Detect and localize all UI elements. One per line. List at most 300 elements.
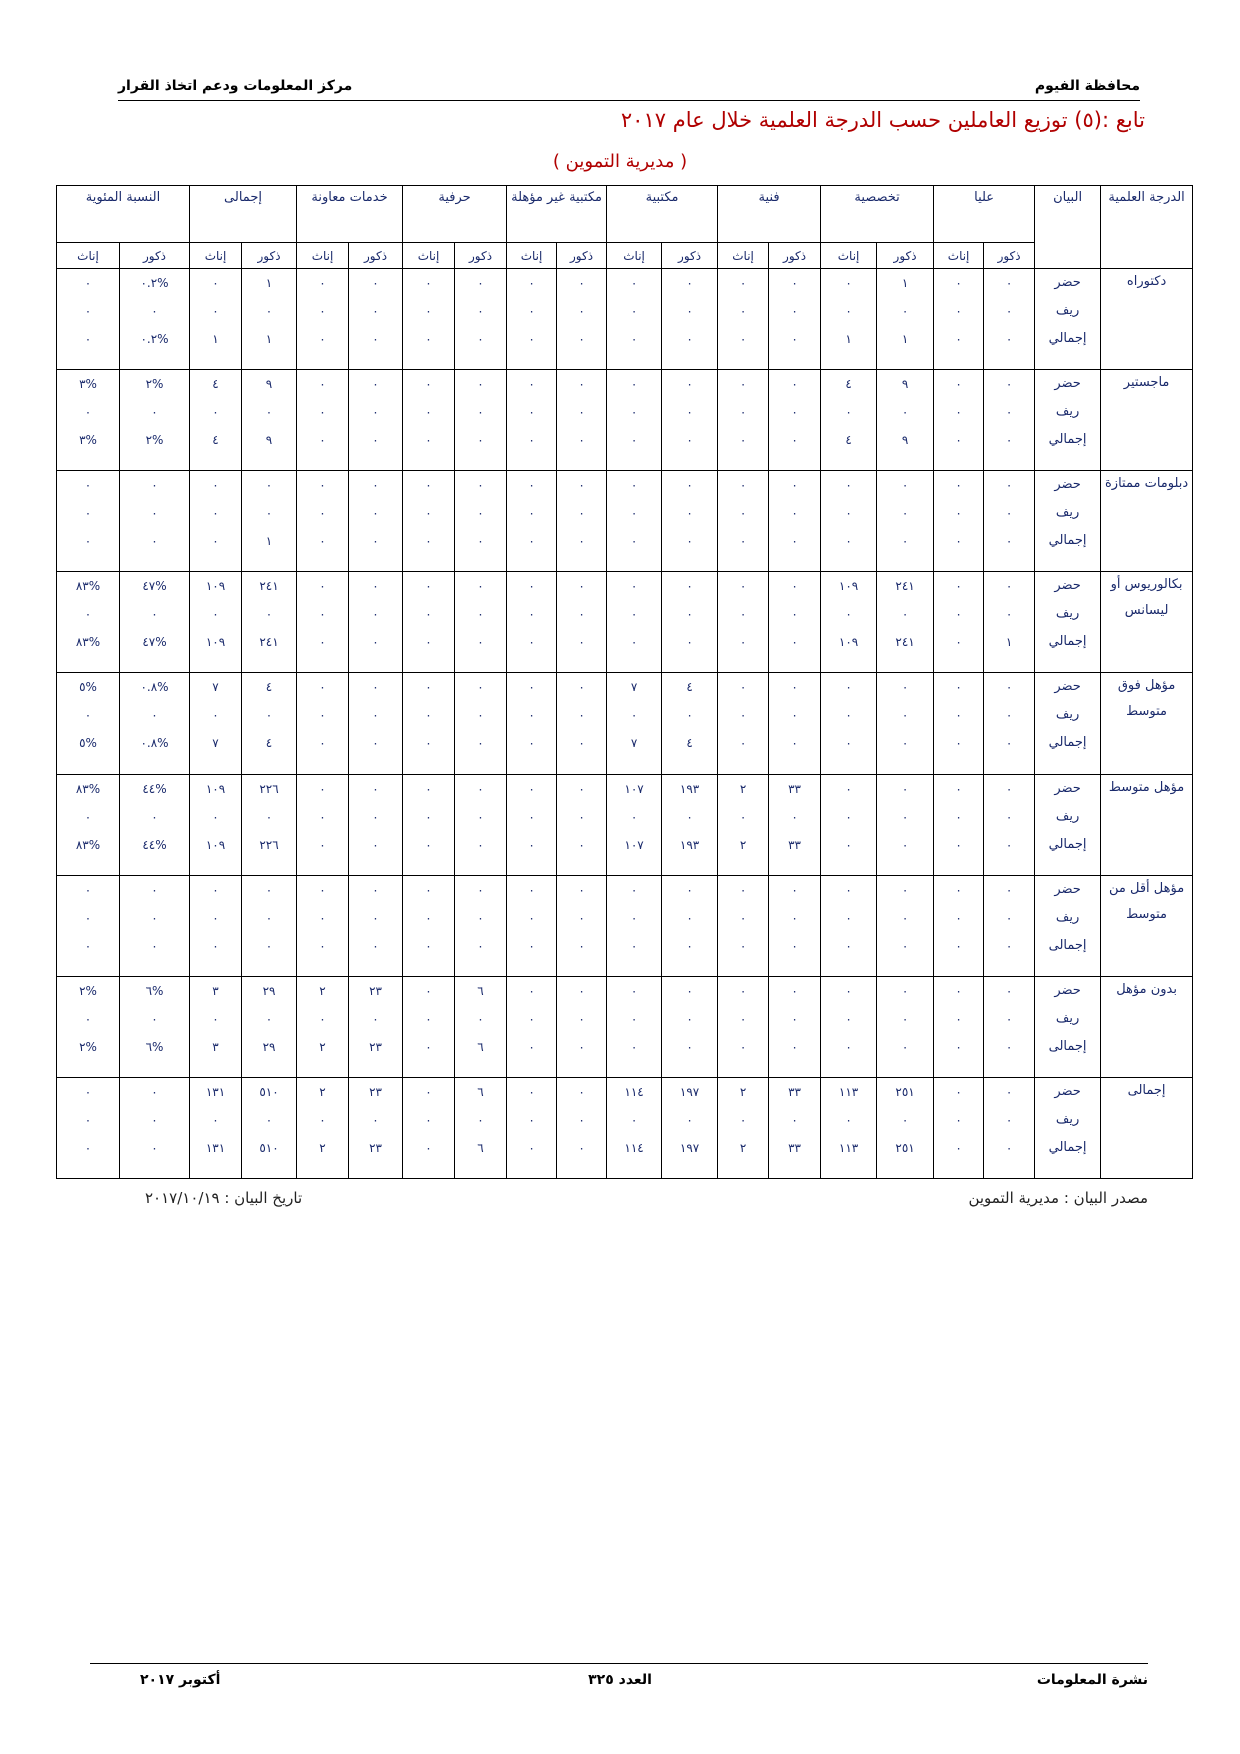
cell-value: ٠ [528, 377, 535, 392]
cell-value: ٠ [528, 809, 535, 824]
value-cell [769, 572, 821, 673]
cell-value: ٠ [84, 478, 92, 493]
cell-value: ٠ [686, 983, 693, 998]
cell-value: ٠ [1005, 405, 1013, 420]
cell-value: ٠ [477, 506, 484, 521]
cell-value: ٠ [1005, 809, 1013, 824]
cell-value: ٠ [425, 377, 432, 392]
cell-value: ٠ [630, 478, 638, 493]
cell-value: ٠ [319, 809, 326, 824]
cell-value: ٠ [425, 1140, 432, 1155]
row-label: حضر [1054, 679, 1081, 695]
cell-value: ٠ [845, 837, 852, 852]
value-cell [455, 471, 507, 572]
header-group: حرفية [403, 186, 507, 243]
cell-value: ٠ [578, 983, 585, 998]
value-cell [455, 370, 507, 471]
cell-value: ٠ [265, 1112, 273, 1127]
cell-value: ٠ [791, 736, 798, 751]
cell-value: ٩ [901, 377, 909, 392]
cell-value: ٦ [477, 1140, 484, 1155]
value-cell [718, 774, 769, 875]
cell-value: ٠ [372, 736, 379, 751]
cell-value: %٦ [145, 983, 164, 998]
cell-value: ٠ [372, 910, 379, 925]
cell-value: ٠ [528, 607, 535, 622]
cell-value: ٠ [901, 1011, 909, 1026]
value-cell [297, 370, 349, 471]
cell-value: ٠ [319, 708, 326, 723]
cell-value: ٠ [739, 910, 747, 925]
cell-value: ٠ [901, 983, 909, 998]
cell-value: ٠ [578, 809, 585, 824]
value-cell [57, 471, 120, 572]
cell-value: ٠ [425, 680, 432, 695]
value-cell [507, 1077, 557, 1178]
cell-value: ٠ [955, 478, 962, 493]
cell-value: ٠ [578, 736, 585, 751]
value-cell [821, 1077, 877, 1178]
cell-value: ١٠٩ [205, 837, 226, 852]
cell-value: ٢٤١ [259, 635, 279, 650]
cell-value: ٠ [372, 781, 379, 796]
cell-value: ٠ [372, 332, 379, 346]
value-cell [984, 875, 1035, 976]
cell-value: ٠ [955, 377, 962, 392]
cell-value: ٠ [686, 1039, 693, 1054]
row-label: حضر [1054, 1083, 1081, 1099]
row-label: إجمالي [1048, 432, 1087, 448]
cell-value: ٠ [528, 304, 535, 318]
cell-value: ٠ [212, 708, 219, 723]
header-group: تخصصية [821, 186, 934, 243]
value-cell [662, 1077, 718, 1178]
cell-value: ٠ [1005, 680, 1013, 695]
cell-value: ٠ [477, 579, 484, 594]
value-cell [403, 1077, 455, 1178]
value-cell [507, 471, 557, 572]
cell-value: ٠ [578, 1011, 585, 1026]
cell-value: ٠ [528, 534, 535, 549]
cell-value: ٠ [845, 1039, 852, 1054]
value-cell [557, 471, 607, 572]
cell-value: ٠ [955, 708, 962, 723]
cell-value: ٠ [686, 809, 693, 824]
cell-value: ٠ [319, 607, 326, 622]
cell-value: ٠ [578, 1112, 585, 1127]
cell-value: ٠ [265, 882, 273, 897]
cell-value: ٠ [528, 1084, 535, 1099]
value-cell [607, 1077, 662, 1178]
cell-value: ٠ [372, 304, 379, 318]
cell-value: ٠ [528, 882, 535, 897]
cell-value: %٨٣ [75, 579, 101, 594]
value-cell [57, 774, 120, 875]
cell-value: %٠.٨ [140, 736, 169, 751]
cell-value: ٠ [528, 910, 535, 925]
cell-value: ٠ [212, 882, 219, 897]
cell-value: %٠.٨ [140, 680, 169, 695]
cell-value: ٠ [1005, 1011, 1013, 1026]
cell-value: ٠ [901, 837, 909, 852]
degree-cell: بدون مؤهل [1101, 976, 1193, 1077]
value-cell [190, 572, 242, 673]
bulletin-name: نشرة المعلومات [1036, 1672, 1148, 1688]
table-row [57, 976, 1193, 1077]
cell-value: ٠ [739, 433, 747, 448]
cell-value: ٠ [528, 1112, 535, 1127]
value-cell [718, 370, 769, 471]
cell-value: ٠ [151, 910, 158, 925]
row-label: حضر [1054, 376, 1081, 392]
cell-value: ٠ [901, 809, 909, 824]
cell-value: ٠ [265, 809, 273, 824]
sub-header-female: إناث [607, 243, 662, 269]
sub-header-female: إناث [190, 243, 242, 269]
cell-value: ٠ [477, 837, 484, 852]
cell-value: ٢ [739, 1084, 747, 1099]
cell-value: ٠ [630, 635, 638, 650]
cell-value: ٠ [1005, 983, 1013, 998]
cell-value: ١٩٣ [679, 781, 700, 796]
cell-value: ٠ [686, 506, 693, 521]
row-label: ريف [1055, 404, 1080, 420]
value-cell [662, 673, 718, 774]
value-cell [934, 1077, 984, 1178]
value-cell [821, 269, 877, 370]
cell-value: ٠ [845, 809, 852, 824]
degree-cell: إجمالى [1101, 1077, 1193, 1178]
cell-value: ٠ [578, 781, 585, 796]
issue-date: أكتوبر ٢٠١٧ [140, 1672, 221, 1688]
cell-value: ٦ [477, 1039, 484, 1054]
cell-value: ٠ [84, 304, 92, 318]
cell-value: ١ [265, 534, 273, 549]
cell-value: ٠ [845, 910, 852, 925]
value-cell [821, 875, 877, 976]
cell-value: ٠ [151, 534, 158, 549]
cell-value: ٠ [1005, 938, 1013, 953]
cell-value: ٦ [477, 1084, 484, 1099]
value-cell [557, 673, 607, 774]
cell-value: ٠ [791, 478, 798, 493]
cell-value: ٠ [477, 377, 484, 392]
cell-value: ٠ [477, 607, 484, 622]
cell-value: ٠ [791, 506, 798, 521]
cell-value: ٠ [528, 1140, 535, 1155]
value-cell [403, 370, 455, 471]
cell-value: ٠ [739, 579, 747, 594]
cell-value: ٠ [739, 478, 747, 493]
cell-value: ٠ [372, 938, 379, 953]
value-cell [120, 976, 190, 1077]
cell-value: ٠ [319, 304, 326, 318]
degree-cell: دبلومات ممتازة [1101, 471, 1193, 572]
cell-value: ١٠٩ [838, 635, 859, 650]
cell-value: ٠ [319, 276, 326, 290]
cell-value: ٠ [955, 405, 962, 420]
cell-value: ٥١٠ [259, 1140, 279, 1155]
value-cell [769, 774, 821, 875]
row-labels-cell [1035, 673, 1101, 774]
table-sub-header [57, 243, 1193, 269]
cell-value: ٠ [151, 1112, 158, 1127]
cell-value: ٠ [319, 635, 326, 650]
value-cell [821, 370, 877, 471]
row-label: إجمالي [1048, 634, 1087, 650]
cell-value: ٠ [84, 882, 92, 897]
cell-value: ١١٣ [838, 1140, 859, 1155]
value-cell [57, 1077, 120, 1178]
cell-value: ٠ [955, 1140, 962, 1155]
value-cell [507, 370, 557, 471]
cell-value: ٠ [630, 534, 638, 549]
degree-cell: دكتوراه [1101, 269, 1193, 370]
value-cell [242, 269, 297, 370]
value-cell [821, 976, 877, 1077]
value-cell [607, 269, 662, 370]
cell-value: ٧ [212, 680, 219, 695]
cell-value: ٠ [845, 781, 852, 796]
cell-value: ٠ [791, 635, 798, 650]
cell-value: ٠ [578, 506, 585, 521]
cell-value: ٠ [901, 938, 909, 953]
cell-value: ٠ [955, 1112, 962, 1127]
cell-value: ٠ [265, 478, 273, 493]
cell-value: ٠ [901, 736, 909, 751]
value-cell [662, 976, 718, 1077]
cell-value: ٠ [739, 938, 747, 953]
cell-value: ١ [1005, 635, 1013, 650]
cell-value: ٠ [1005, 1112, 1013, 1127]
value-cell [821, 774, 877, 875]
value-cell [877, 1077, 934, 1178]
cell-value: ٠ [630, 433, 638, 448]
data-source: مصدر البيان : مديرية التموين [968, 1189, 1148, 1207]
sub-header-female: إناث [403, 243, 455, 269]
cell-value: ٠ [1005, 534, 1013, 549]
cell-value: ٠ [372, 377, 379, 392]
cell-value: ٠ [425, 332, 432, 346]
cell-value: %٢ [145, 433, 164, 448]
cell-value: ٠ [528, 1039, 535, 1054]
value-cell [769, 269, 821, 370]
cell-value: %٠.٢ [140, 332, 169, 346]
value-cell [349, 572, 403, 673]
value-cell [455, 269, 507, 370]
cell-value: ٤ [845, 377, 852, 392]
cell-value: ٠ [84, 1011, 92, 1026]
cell-value: ٠ [1005, 579, 1013, 594]
table-row [57, 471, 1193, 572]
cell-value: ٠ [630, 377, 638, 392]
cell-value: ٠ [425, 708, 432, 723]
value-cell [877, 269, 934, 370]
cell-value: ٠ [151, 1084, 158, 1099]
cell-value: ٢٣ [369, 1140, 382, 1155]
cell-value: ٠ [84, 534, 92, 549]
cell-value: ٠ [1005, 1039, 1013, 1054]
cell-value: ٠ [151, 304, 158, 318]
cell-value: ٠ [425, 882, 432, 897]
cell-value: ٠ [425, 837, 432, 852]
cell-value: ٠ [319, 405, 326, 420]
value-cell [984, 572, 1035, 673]
cell-value: ٠ [372, 837, 379, 852]
cell-value: ٠ [686, 377, 693, 392]
cell-value: %٨٣ [75, 781, 101, 796]
cell-value: ٠ [578, 635, 585, 650]
value-cell [662, 774, 718, 875]
cell-value: %٣ [79, 377, 97, 392]
row-label: ريف [1055, 1111, 1080, 1127]
cell-value: ٠ [630, 405, 638, 420]
cell-value: ٠ [686, 1011, 693, 1026]
cell-value: ٠ [319, 433, 326, 448]
value-cell [403, 976, 455, 1077]
cell-value: ٠ [578, 938, 585, 953]
cell-value: ٠ [372, 1112, 379, 1127]
cell-value: ٠ [265, 938, 273, 953]
cell-value: ٠ [739, 635, 747, 650]
sub-header-male: ذكور [349, 243, 403, 269]
value-cell [507, 976, 557, 1077]
degree-cell: ماجستير [1101, 370, 1193, 471]
cell-value: %٨٣ [75, 635, 101, 650]
row-label: ريف [1055, 707, 1080, 723]
value-cell [557, 976, 607, 1077]
cell-value: ٠ [791, 276, 798, 290]
value-cell [718, 471, 769, 572]
cell-value: ٠ [1005, 478, 1013, 493]
cell-value: ٠ [901, 478, 909, 493]
cell-value: ٠ [739, 1039, 747, 1054]
cell-value: ٠ [528, 736, 535, 751]
cell-value: ٠ [319, 837, 326, 852]
cell-value: ٠ [372, 809, 379, 824]
cell-value: %٣ [79, 433, 97, 448]
cell-value: %٦ [145, 1039, 164, 1054]
cell-value: ٠ [477, 635, 484, 650]
cell-value: ٠ [630, 983, 638, 998]
cell-value: ٢٥١ [895, 1084, 915, 1099]
cell-value: ٠ [578, 910, 585, 925]
cell-value: ٠ [901, 882, 909, 897]
value-cell [349, 471, 403, 572]
cell-value: ٠ [686, 534, 693, 549]
cell-value: %٢ [79, 983, 97, 998]
cell-value: ٠ [901, 405, 909, 420]
cell-value: ٠ [528, 1011, 535, 1026]
cell-value: ٠ [955, 635, 962, 650]
cell-value: ٠ [477, 478, 484, 493]
cell-value: ٠ [845, 478, 852, 493]
value-cell [349, 774, 403, 875]
cell-value: ٠ [630, 332, 638, 346]
value-cell [120, 269, 190, 370]
cell-value: ٠ [686, 579, 693, 594]
cell-value: ٠ [319, 1112, 326, 1127]
value-cell [557, 269, 607, 370]
sub-header-male: ذكور [120, 243, 190, 269]
page-header [118, 78, 1140, 101]
cell-value: ٩ [265, 377, 273, 392]
cell-value: ٢ [319, 1084, 326, 1099]
cell-value: ٠ [845, 506, 852, 521]
sub-header-male: ذكور [769, 243, 821, 269]
cell-value: ٠ [265, 708, 273, 723]
cell-value: ٠ [84, 1084, 92, 1099]
cell-value: ٠ [151, 1140, 158, 1155]
cell-value: ٠ [372, 882, 379, 897]
cell-value: %٨٣ [75, 837, 101, 852]
cell-value: ٠ [425, 809, 432, 824]
value-cell [190, 673, 242, 774]
cell-value: ٠ [319, 882, 326, 897]
cell-value: ٢٩ [262, 1039, 276, 1054]
value-cell [662, 471, 718, 572]
value-cell [120, 774, 190, 875]
cell-value: ٠ [84, 332, 92, 346]
cell-value: ١ [265, 276, 273, 290]
cell-value: ٢٣ [369, 983, 382, 998]
cell-value: ٠ [425, 983, 432, 998]
cell-value: ٠ [84, 405, 92, 420]
cell-value: ٠ [84, 809, 92, 824]
row-labels-cell [1035, 572, 1101, 673]
cell-value: ٠ [739, 506, 747, 521]
value-cell [349, 269, 403, 370]
cell-value: ٠ [630, 882, 638, 897]
cell-value: ٠ [791, 809, 798, 824]
cell-value: ٠ [212, 1011, 219, 1026]
header-group: خدمات معاونة [297, 186, 403, 243]
value-cell [242, 774, 297, 875]
cell-value: ٠ [477, 276, 484, 290]
value-cell [297, 774, 349, 875]
value-cell [934, 875, 984, 976]
cell-value: ٤ [212, 377, 219, 392]
cell-value: ٠ [578, 433, 585, 448]
cell-value: ٠ [791, 405, 798, 420]
cell-value: ٠ [212, 304, 219, 318]
cell-value: ٠ [901, 506, 909, 521]
value-cell [934, 572, 984, 673]
cell-value: ١٩٣ [679, 837, 700, 852]
cell-value: ٠ [477, 534, 484, 549]
cell-value: ٠ [265, 506, 273, 521]
cell-value: ٠ [212, 1112, 219, 1127]
cell-value: ٣ [212, 983, 219, 998]
value-cell [297, 673, 349, 774]
cell-value: ٠ [212, 809, 219, 824]
cell-value: ٠ [630, 809, 638, 824]
cell-value: ٠ [212, 938, 219, 953]
cell-value: ١٣١ [205, 1084, 226, 1099]
value-cell [349, 875, 403, 976]
cell-value: ٠ [739, 405, 747, 420]
cell-value: ٠ [739, 809, 747, 824]
value-cell [769, 673, 821, 774]
table-subtitle: ( مديرية التموين ) [552, 151, 688, 172]
row-label: حضر [1054, 982, 1081, 998]
value-cell [403, 774, 455, 875]
cell-value: ٠ [791, 882, 798, 897]
cell-value: ٠ [425, 781, 432, 796]
sub-header-male: ذكور [877, 243, 934, 269]
value-cell [297, 976, 349, 1077]
cell-value: ٠ [955, 1039, 962, 1054]
